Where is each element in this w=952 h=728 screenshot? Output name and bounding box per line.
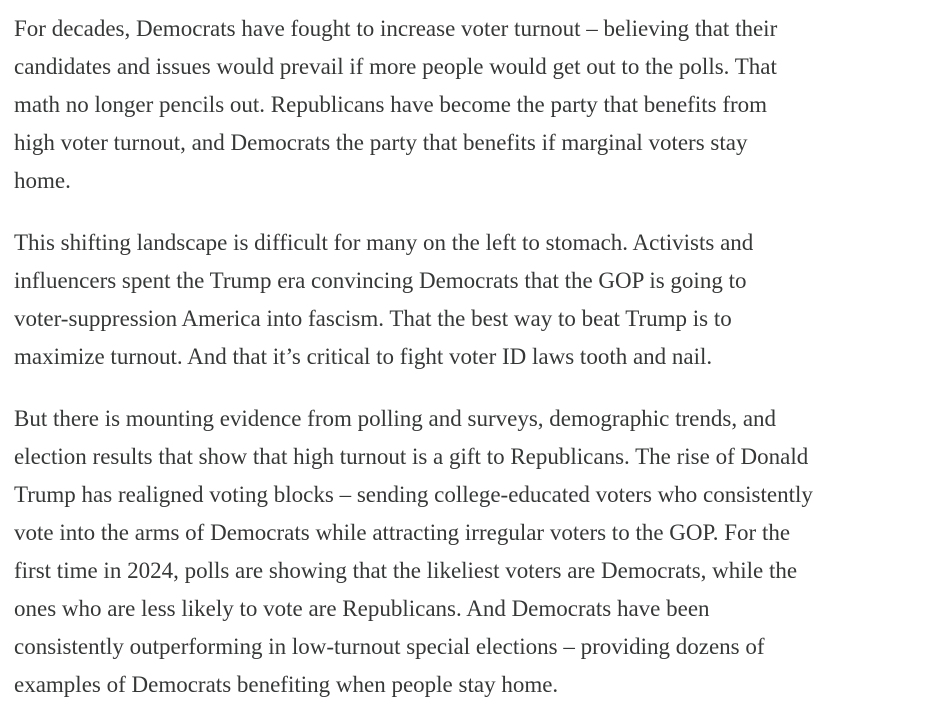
paragraph-2: This shifting landscape is difficult for many on the left to stomach. Activists and influencers spent the Trump era convincing Democrats that the GOP is going to voter-suppression America into fascism. That the best way to beat Trump is to maximize turnout. And that it’s critical to fight voter ID laws tooth and nail.: [14, 230, 754, 369]
paragraph-1: For decades, Democrats have fought to increase voter turnout – believing that their candidates and issues would prevail if more people would get out to the polls. That math no longer pencils out. Republicans have become the party that benefits from high voter turnout, and Democrats the party that benefits if marginal voters stay home.: [14, 16, 778, 193]
paragraph-3: But there is mounting evidence from polling and surveys, demographic trends, and election results that show that high turnout is a gift to Republicans. The rise of Donald Trump has realigned voting blocks – sending college-educated voters who consistently vote into the arms of Democrats while attracting irregular voters to the GOP. For the first time in 2024, polls are showing that the likeliest voters are Democrats, while the ones who are less likely to vote are Republicans. And Democrats have been consistently outperforming in low-turnout special elections – providing dozens of examples of Democrats benefiting when people stay home.: [14, 406, 813, 697]
